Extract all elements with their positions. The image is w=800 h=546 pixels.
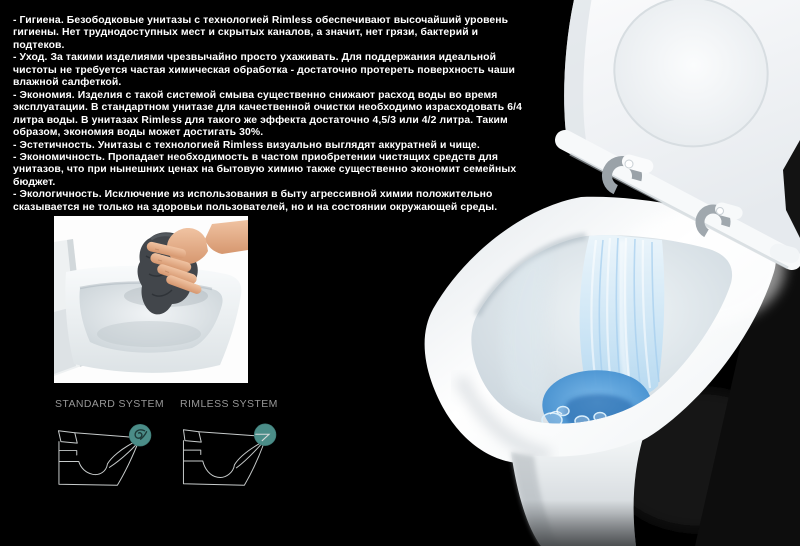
standard-system-diagram xyxy=(54,422,151,492)
system-comparison xyxy=(54,398,276,492)
standard-rim-highlight-circle xyxy=(129,424,151,446)
rimless-system xyxy=(179,398,276,492)
rimless-system-label: RIMLESS SYSTEM xyxy=(180,398,278,410)
bullet-aesthetics: - Эстетичность. Унитазы с технологией Rimless визуально выглядят аккуратней и чище. xyxy=(13,139,480,151)
bullet-ecology: - Экологичность. Исключение из использования в быту агрессивной химии положительно сказывается не только на здоровьи пользователей, но и на состоянии окружающей среды. xyxy=(13,189,498,213)
bullet-cost-saving: - Экономичность. Пропадает необходимость в частом приобретении чистящих средств для унитазов, что при нынешних ценах на бытовую химию также существенно экономит семейных бюджет. xyxy=(13,151,517,188)
flushing-toilet-drawing xyxy=(400,0,800,546)
bullet-economy: - Экономия. Изделия с такой системой смыва существенно снижают расход воды во время эксплуатации. В стандартном унитазе для качественной очистки необходимо израсходовать 6/4 литра воды. В унитазах Rimless для такого же эффекта достаточно 4,5/3 или 4/2 литра. Таким образом, экономия воды может достигать 30%. xyxy=(13,89,522,139)
rimless-toilet-outline xyxy=(183,430,263,485)
rimless-system-diagram xyxy=(179,422,276,492)
standard-system-label: STANDARD SYSTEM xyxy=(55,398,165,410)
toilet-cleaning-photo xyxy=(54,216,248,383)
standard-toilet-outline xyxy=(58,431,138,485)
bullet-hygiene: - Гигиена. Безободковые унитазы с технологией Rimless обеспечивают высочайший уровень гигиены. Нет труднодоступных мест и скрытых каналов, а значит, нет грязи, бактерий и подтеков. xyxy=(13,15,509,51)
bullet-care: - Уход. За такими изделиями чрезвычайно просто ухаживать. Для поддержания идеальной чистоты не требуется частая химическая обработка - достаточно протереть поверхность чаши влажной салфеткой. xyxy=(13,52,515,89)
cleaning-photo-drawing xyxy=(54,216,248,383)
standard-system xyxy=(54,398,165,492)
rimless-toilet-photo xyxy=(400,0,800,546)
